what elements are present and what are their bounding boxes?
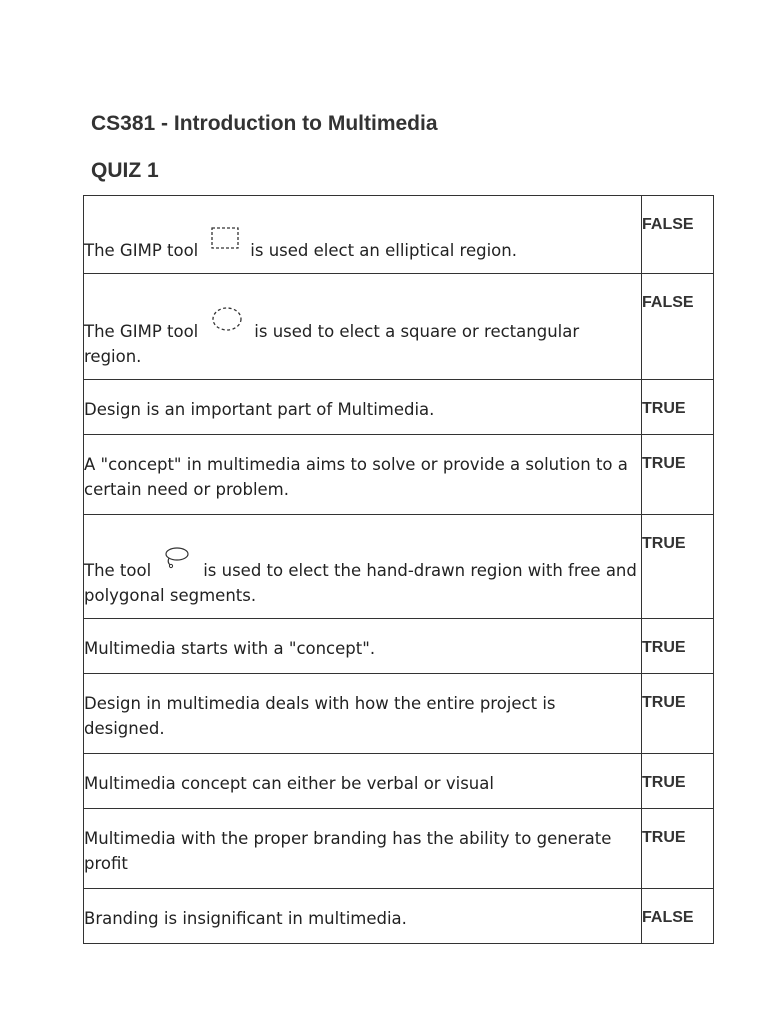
answer-value: TRUE xyxy=(642,694,686,711)
answer-value: TRUE xyxy=(642,535,686,552)
answer-cell xyxy=(642,380,714,435)
question-cell xyxy=(84,274,642,380)
quiz-row xyxy=(84,515,714,619)
question-cell xyxy=(84,619,642,674)
answer-value: TRUE xyxy=(642,829,686,846)
quiz-row xyxy=(84,674,714,754)
question-text-after: Design in multimedia deals with how the entire project is designed. xyxy=(84,694,556,738)
question-text-after: Multimedia with the proper branding has the ability to generate profit xyxy=(84,829,612,873)
quiz-row xyxy=(84,435,714,515)
answer-cell xyxy=(642,435,714,515)
question-text-before: The GIMP tool xyxy=(84,241,199,260)
question-text-before: The tool xyxy=(84,561,152,580)
question-cell xyxy=(84,435,642,515)
question-text-after: is used to elect a square or rectangular region. xyxy=(84,322,580,366)
lasso-select-icon xyxy=(163,546,193,570)
question-cell xyxy=(84,380,642,435)
question-text-after: A "concept" in multimedia aims to solve or provide a solution to a certain need or problem. xyxy=(84,455,628,499)
answer-value: TRUE xyxy=(642,639,686,656)
course-title: CS381 - Introduction to Multimedia xyxy=(91,112,438,135)
question-cell xyxy=(84,196,642,274)
answer-value: FALSE xyxy=(642,909,694,926)
question-cell xyxy=(84,809,642,889)
answer-value: TRUE xyxy=(642,455,686,472)
answer-cell xyxy=(642,889,714,944)
answer-value: TRUE xyxy=(642,774,686,791)
rectangle-select-icon xyxy=(210,226,240,250)
answer-cell xyxy=(642,754,714,809)
answer-value: TRUE xyxy=(642,400,686,417)
question-cell xyxy=(84,889,642,944)
quiz-row xyxy=(84,754,714,809)
quiz-row xyxy=(84,809,714,889)
question-text-after: Branding is insignificant in multimedia. xyxy=(84,909,407,928)
question-text-after: is used to elect the hand-drawn region with free and polygonal segments. xyxy=(84,561,637,605)
quiz-row xyxy=(84,196,714,274)
question-cell xyxy=(84,754,642,809)
quiz-row xyxy=(84,889,714,944)
question-text-after: Multimedia starts with a "concept". xyxy=(84,639,376,658)
answer-cell xyxy=(642,619,714,674)
answer-value: FALSE xyxy=(642,294,694,311)
answer-cell xyxy=(642,809,714,889)
question-text-after: Multimedia concept can either be verbal or visual xyxy=(84,774,494,793)
question-text-after: is used elect an elliptical region. xyxy=(250,241,517,260)
question-text-after: Design is an important part of Multimedia. xyxy=(84,400,435,419)
answer-cell xyxy=(642,196,714,274)
question-cell xyxy=(84,674,642,754)
quiz-row xyxy=(84,619,714,674)
answer-value: FALSE xyxy=(642,216,694,233)
answer-cell xyxy=(642,274,714,380)
quiz-row xyxy=(84,274,714,380)
answer-cell xyxy=(642,515,714,619)
ellipse-select-icon xyxy=(210,305,244,333)
quiz-table xyxy=(83,195,714,944)
question-cell xyxy=(84,515,642,619)
quiz-row xyxy=(84,380,714,435)
answer-cell xyxy=(642,674,714,754)
quiz-title: QUIZ 1 xyxy=(91,159,159,182)
question-text-before: The GIMP tool xyxy=(84,322,199,341)
